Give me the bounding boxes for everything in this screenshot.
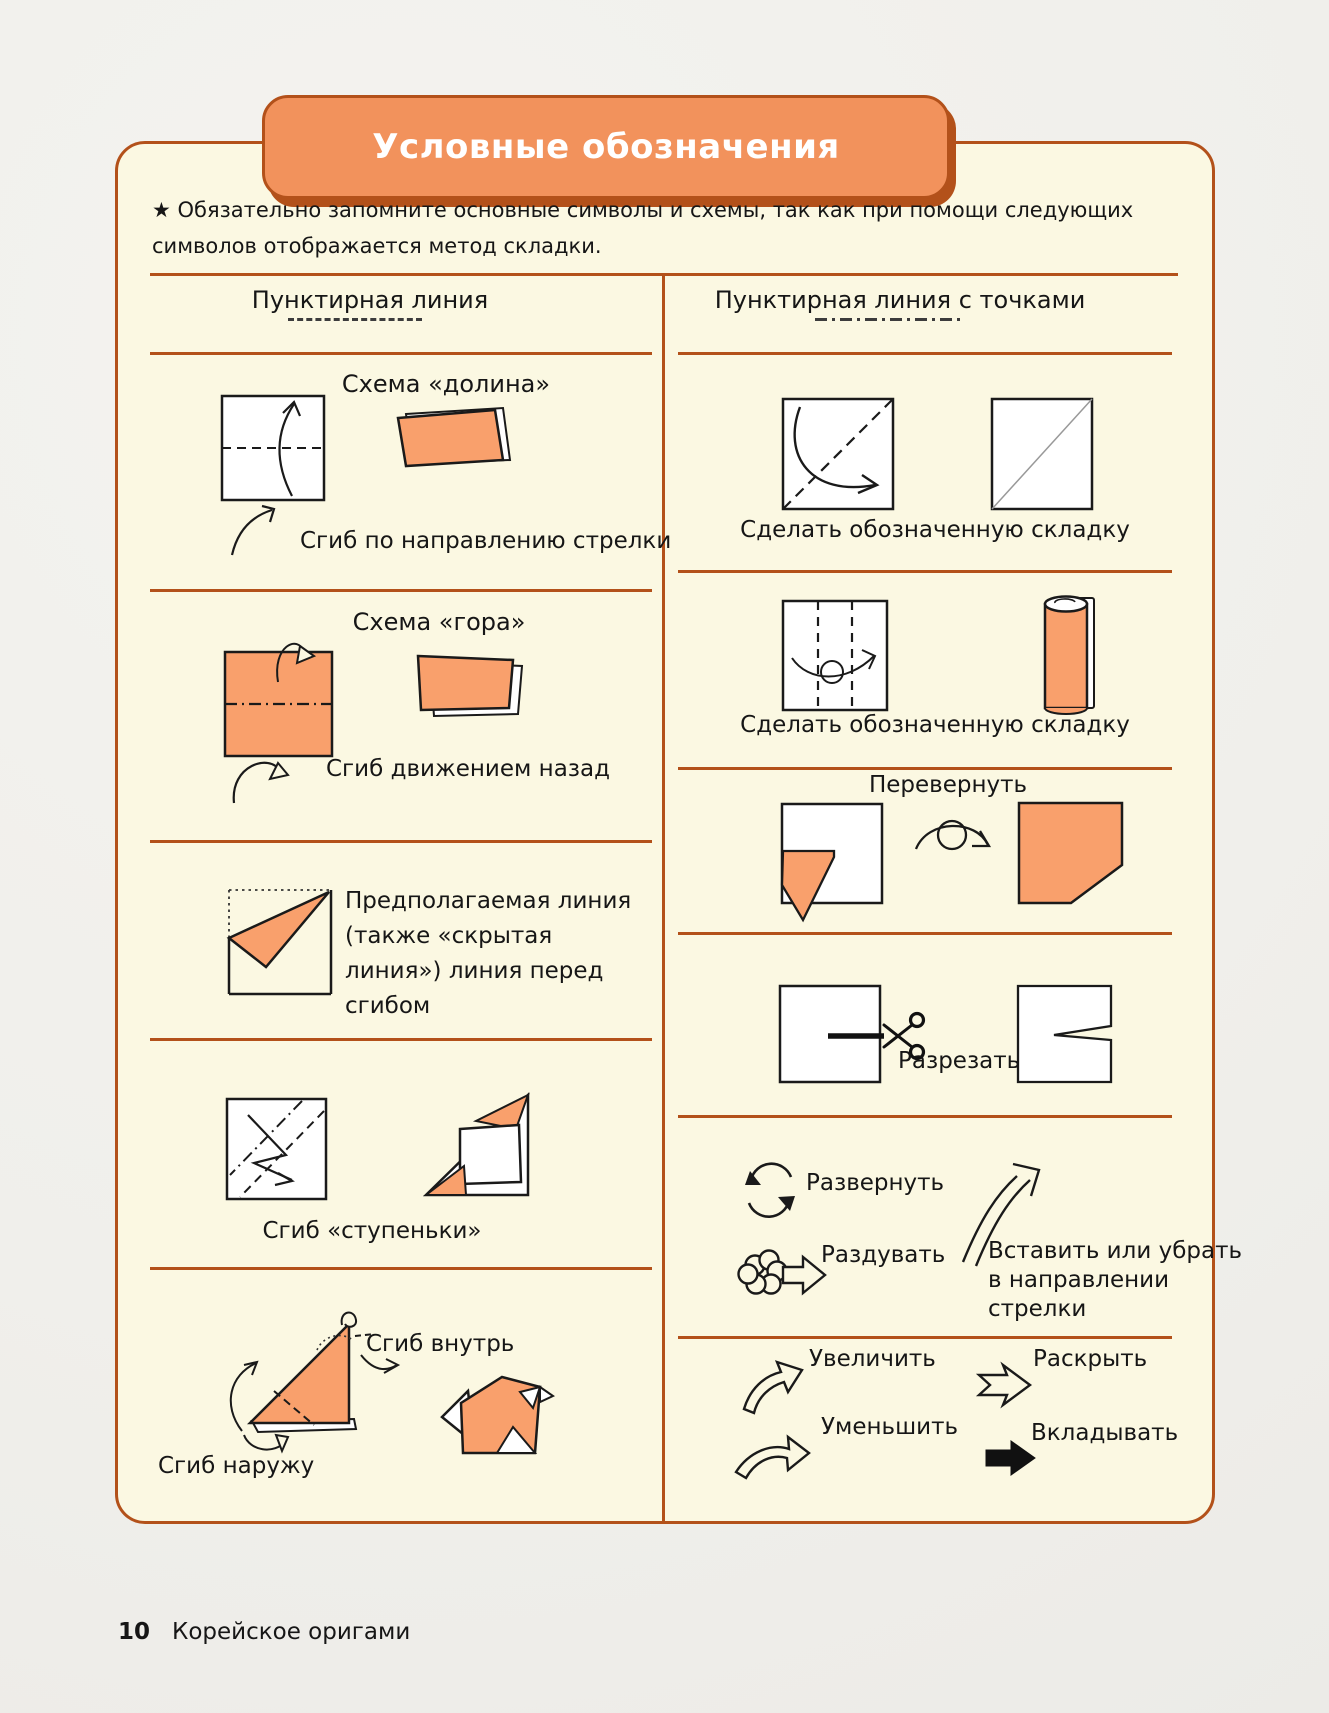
book-title: Корейское оригами — [172, 1619, 411, 1645]
turn-over-diagram-icon — [770, 795, 1130, 930]
page-number: 10 — [118, 1619, 151, 1645]
inside-outside-fold-diagram-icon — [214, 1295, 574, 1475]
right-column-header: Пунктирная линия с точками — [714, 286, 1086, 314]
enlarge-label: Увеличить — [809, 1346, 936, 1372]
page-title: Условные обозначения — [372, 127, 840, 167]
unfold-label: Развернуть — [806, 1170, 945, 1196]
left-header-rule — [150, 352, 652, 355]
cut-diagram-icon — [770, 975, 1120, 1100]
intro-text: ★ Обязательно запомните основные символы и схемы, так как при помощи следующих символов отображается метод складки. — [152, 198, 1134, 258]
valley-fold-title: Схема «долина» — [341, 370, 551, 398]
right-rule-1 — [678, 570, 1172, 573]
make-fold-2-caption: Сделать обозначенную складку — [740, 712, 1130, 738]
page-footer — [118, 1619, 410, 1645]
open-arrow-icon — [973, 1360, 1035, 1410]
right-rule-5 — [678, 1336, 1172, 1339]
left-rule-1 — [150, 589, 652, 592]
reduce-label: Уменьшить — [821, 1414, 959, 1440]
dashed-line-sample-icon — [288, 318, 422, 321]
dashdot-line-sample-icon — [815, 318, 965, 321]
make-fold-1-diagram-icon — [770, 385, 1110, 520]
turn-over-title: Перевернуть — [868, 772, 1028, 798]
mountain-fold-title: Схема «гора» — [352, 608, 526, 636]
outside-fold-label: Сгиб наружу — [158, 1453, 315, 1479]
make-fold-1-caption: Сделать обозначенную складку — [740, 517, 1130, 543]
tuck-arrow-icon — [982, 1438, 1040, 1478]
cut-caption: Разрезать — [898, 1048, 1021, 1074]
left-rule-2 — [150, 840, 652, 843]
valley-fold-diagram-icon — [200, 358, 520, 508]
insert-remove-label: Вставить или убрать в направлении стрелки — [988, 1238, 1243, 1322]
left-rule-4 — [150, 1267, 652, 1270]
right-rule-3 — [678, 932, 1172, 935]
column-divider — [662, 273, 665, 1521]
right-rule-4 — [678, 1115, 1172, 1118]
inflate-label: Раздувать — [821, 1242, 946, 1268]
valley-fold-caption: Сгиб по направлению стрелки — [300, 528, 672, 554]
right-rule-2 — [678, 767, 1172, 770]
mountain-arrow-icon — [222, 745, 297, 807]
left-rule-3 — [150, 1038, 652, 1041]
mountain-fold-caption: Сгиб движением назад — [326, 756, 611, 782]
inside-fold-label: Сгиб внутрь — [366, 1331, 515, 1357]
reduce-arrow-icon — [731, 1430, 811, 1482]
valley-arrow-icon — [222, 500, 292, 560]
right-header-rule — [678, 352, 1172, 355]
enlarge-arrow-icon — [737, 1357, 809, 1415]
page-banner — [262, 95, 950, 199]
tuck-label: Вкладывать — [1031, 1420, 1179, 1446]
hidden-line-diagram-icon — [214, 875, 354, 1005]
hidden-line-caption: Предполагаемая линия (также «скрытая линия») линия перед сгибом — [345, 888, 632, 1019]
step-fold-caption: Сгиб «ступеньки» — [262, 1218, 482, 1244]
make-fold-2-diagram-icon — [770, 588, 1110, 720]
step-fold-diagram-icon — [214, 1085, 544, 1210]
inflate-icon — [737, 1247, 832, 1303]
unfold-icon — [737, 1163, 805, 1219]
open-label: Раскрыть — [1033, 1346, 1148, 1372]
left-column-header: Пунктирная линия — [251, 286, 489, 314]
